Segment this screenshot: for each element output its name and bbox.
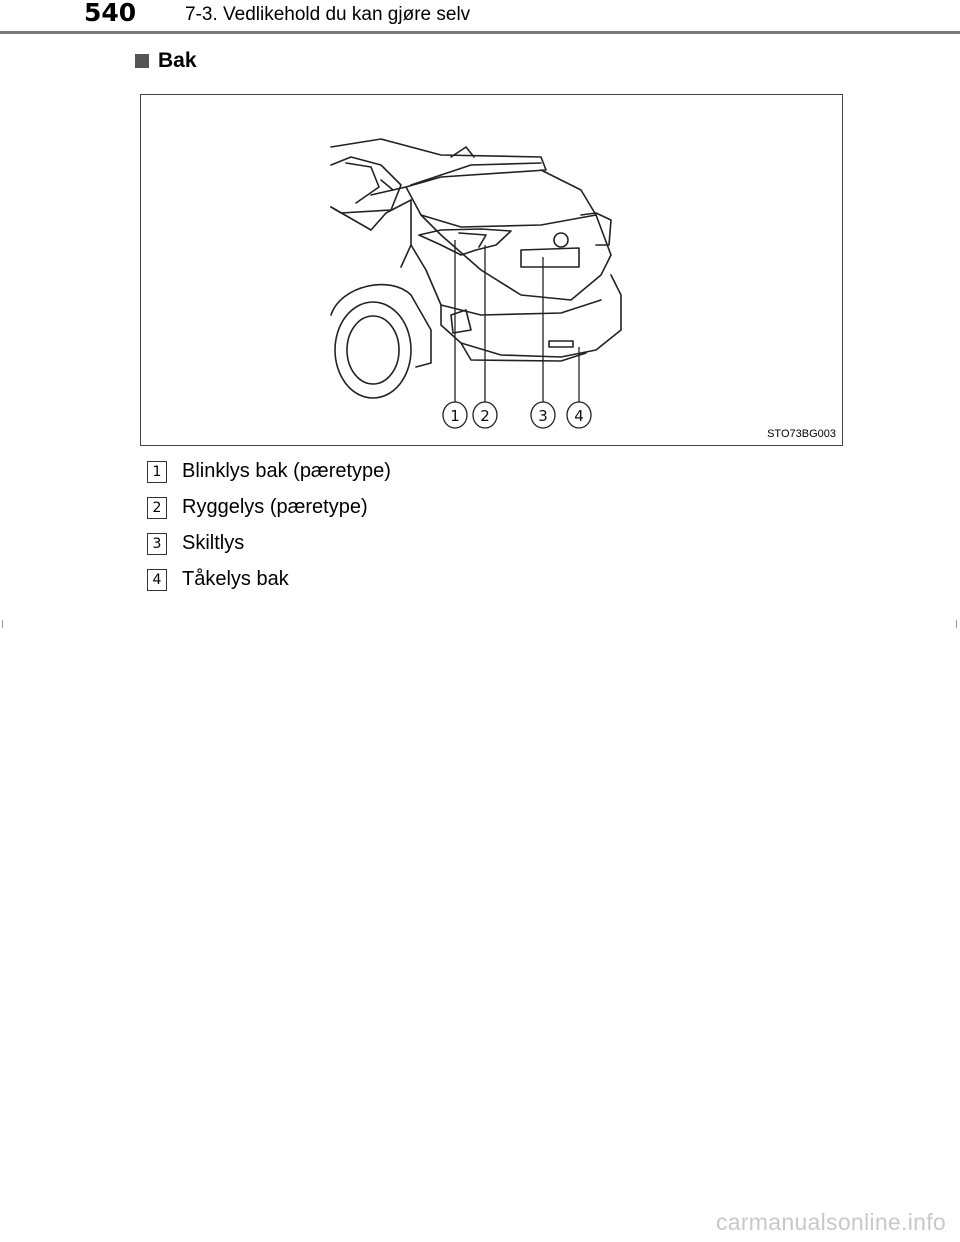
figure-code: STO73BG003 — [767, 428, 836, 440]
number-box: 3 — [147, 533, 167, 555]
callout-4-label: 4 — [574, 407, 584, 425]
heading — [135, 49, 197, 73]
legend-item — [147, 568, 289, 591]
legend-item — [147, 496, 368, 519]
legend-text: Blinklys bak (pæretype) — [182, 460, 391, 482]
heading-title: Bak — [158, 49, 197, 72]
legend-text: Ryggelys (pæretype) — [182, 496, 368, 518]
legend-text: Tåkelys bak — [182, 568, 289, 590]
square-bullet-icon — [135, 54, 149, 68]
crop-mark-left — [2, 620, 3, 628]
car-rear-illustration — [141, 95, 843, 446]
callout-2-label: 2 — [480, 407, 490, 425]
number-box: 4 — [147, 569, 167, 591]
number-box: 2 — [147, 497, 167, 519]
crop-mark-right — [956, 620, 957, 628]
legend-item — [147, 460, 391, 483]
callout-1-label: 1 — [450, 407, 460, 425]
callout-3-label: 3 — [538, 407, 548, 425]
number-box: 1 — [147, 461, 167, 483]
header-rule — [0, 31, 960, 34]
watermark: carmanualsonline.info — [715, 1209, 946, 1235]
rear-lights-figure — [140, 94, 843, 446]
page-number: 540 — [84, 0, 137, 27]
section-title: 7-3. Vedlikehold du kan gjøre selv — [185, 4, 471, 25]
legend-item — [147, 532, 244, 555]
legend-text: Skiltlys — [182, 532, 245, 554]
